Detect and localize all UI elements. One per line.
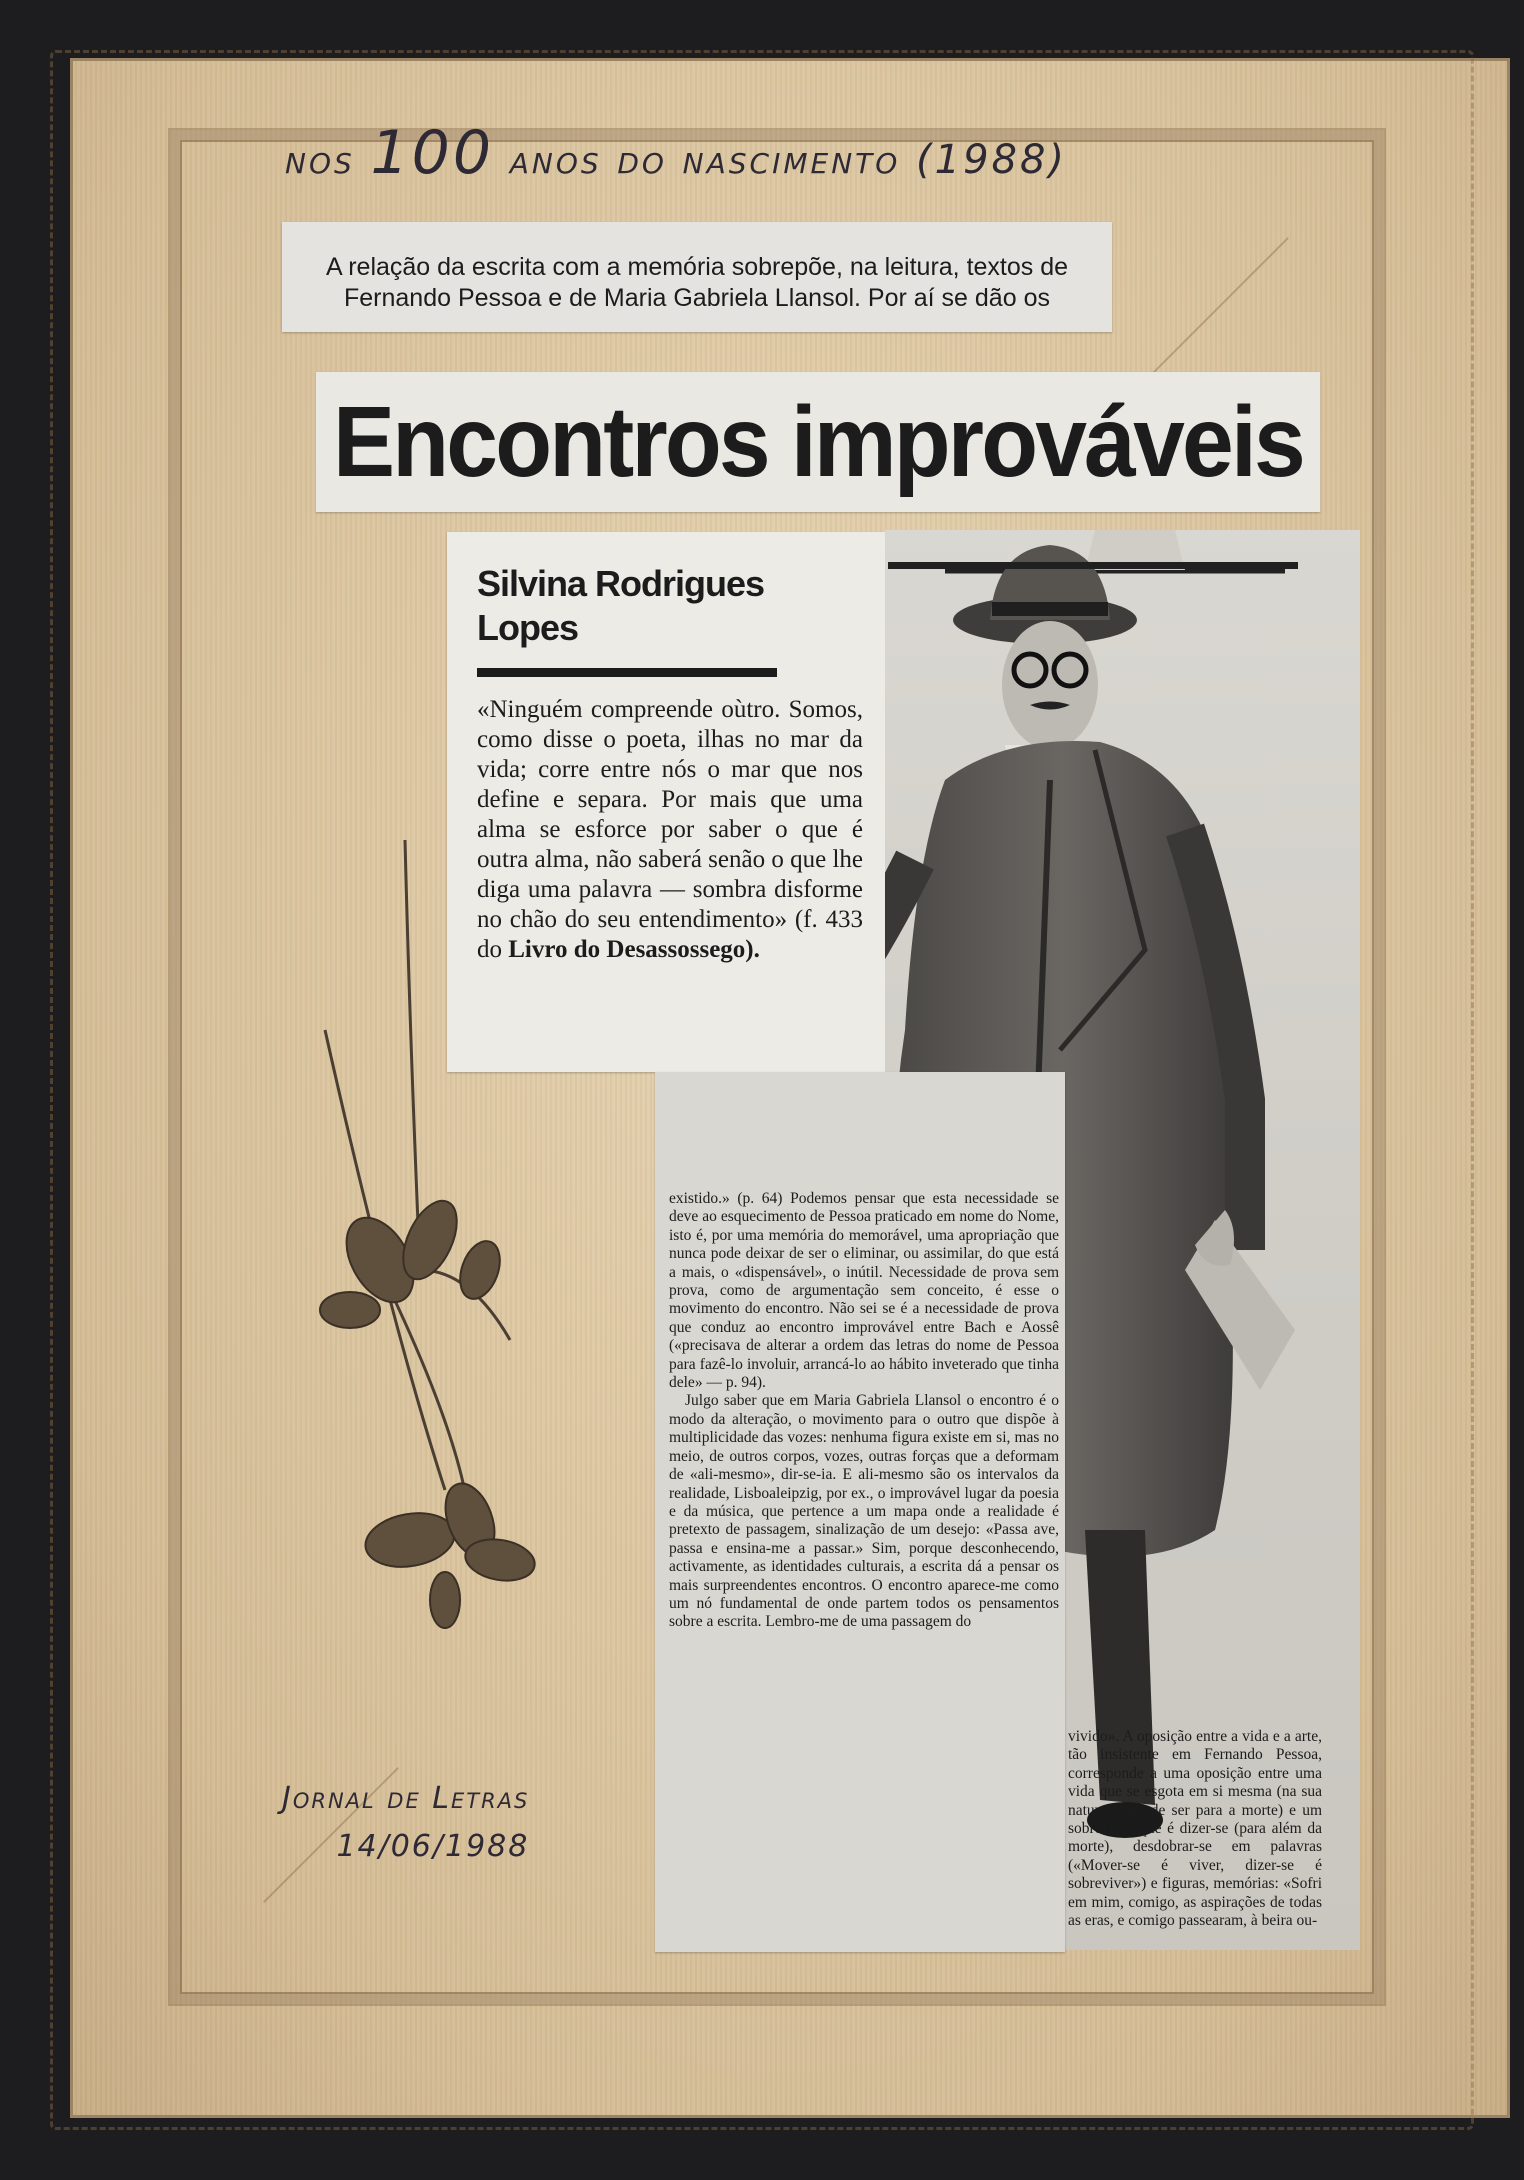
quote-book-title: Livro do Desassossego). xyxy=(508,936,760,963)
photo-top-rule xyxy=(888,562,1298,569)
handwritten-source xyxy=(282,1775,529,1871)
title-prefix: nos xyxy=(285,137,355,183)
author-name-line2: Lopes xyxy=(477,607,579,648)
title-rest: anos do nascimento (1988) xyxy=(509,137,1068,183)
handwritten-title xyxy=(285,118,1067,188)
source-date: 14/06/1988 xyxy=(336,1829,530,1864)
source-name: Jornal de Letras xyxy=(282,1781,530,1816)
article-paragraph-1: existido.» (p. 64) Podemos pensar que esta necessidade se deve ao esquecimento de Pessoa praticado em nome do Nome, isto é, por uma memória do memorável, uma apropriação que nunca pode deixar de ser o eliminar, ou assimilar, do que está a mais, o «dispensável», o inútil. Necessidade de prova sem prova, como de argumentação sem conceito, é esse o movimento do encontro. Não sei se é a necessidade de prova que conduz ao encontro improvável entre Bach e Aossê («precisava de alterar a ordem das letras do nome de Pessoa para fazê-lo involuir, arrancá-lo ao hábito inveterado que tinha dele» — p. 94). xyxy=(669,1190,1059,1392)
author-name xyxy=(477,562,863,650)
title-number: 100 xyxy=(370,118,495,188)
article-column xyxy=(655,1072,1065,1952)
pressed-flower-decoration xyxy=(270,840,630,1710)
clipping-subtitle: A relação da escrita com a memória sobrepõe, na leitura, textos de Fernando Pessoa e de Maria Gabriela Llansol. Por aí se dão os xyxy=(282,222,1112,332)
article-right-column: vivido». A oposição entre a vida e a arte, tão insistente em Fernando Pessoa, corresponde a uma oposição entre uma vida que se esgota em si mesma (na sua naturalidade de ser para a morte) e um sobreviver que é dizer-se (para além da morte), desdobrar-se em palavras («Mover-se é viver, dizer-se é sobreviver») e figuras, memórias: «Sofri em mim, comigo, as aspirações de todas as eras, e comigo passearam, à beira ou- xyxy=(1068,1728,1322,1930)
author-rule xyxy=(477,668,777,677)
quote-text: «Ninguém compreende oùtro. Somos, como disse o poeta, ilhas no mar da vida; corre entre nós o mar que nos define e separa. Por mais que uma alma se esforce por saber o que é outra alma, não saberá senão o que lhe diga uma palavra — sombra disforme no chão do seu entendimento» (f. 433 do xyxy=(477,696,863,963)
article-paragraph-2: Julgo saber que em Maria Gabriela Llansol o encontro é o modo da alteração, o movimento para o outro que dispõe à multiplicidade das vozes: nenhuma figura existe em si, mas no meio, de outros corpos, vozes, outras forças que a deformam de «ali-mesmo», dir-se-ia. E ali-mesmo são os intervalos da realidade, Lisboaleipzig, por ex., o improvável lugar da poesia e da música, que pertence a um mapa onde a realidade é pretexto de passagem, sinalização de um desejo: «Passa ave, passa e ensina-me a passar.» Sim, porque desconhecendo, activamente, as identidades culturais, a escrita dá a pensar os mais surpreendentes encontros. O encontro aparece-me como um nó fundamental de onde partem todos os pensamentos sobre a escrita. Lembro-me de uma passagem do xyxy=(669,1392,1059,1631)
clipping-headline: Encontros improváveis xyxy=(316,372,1320,512)
author-name-line1: Silvina Rodrigues xyxy=(477,563,765,604)
